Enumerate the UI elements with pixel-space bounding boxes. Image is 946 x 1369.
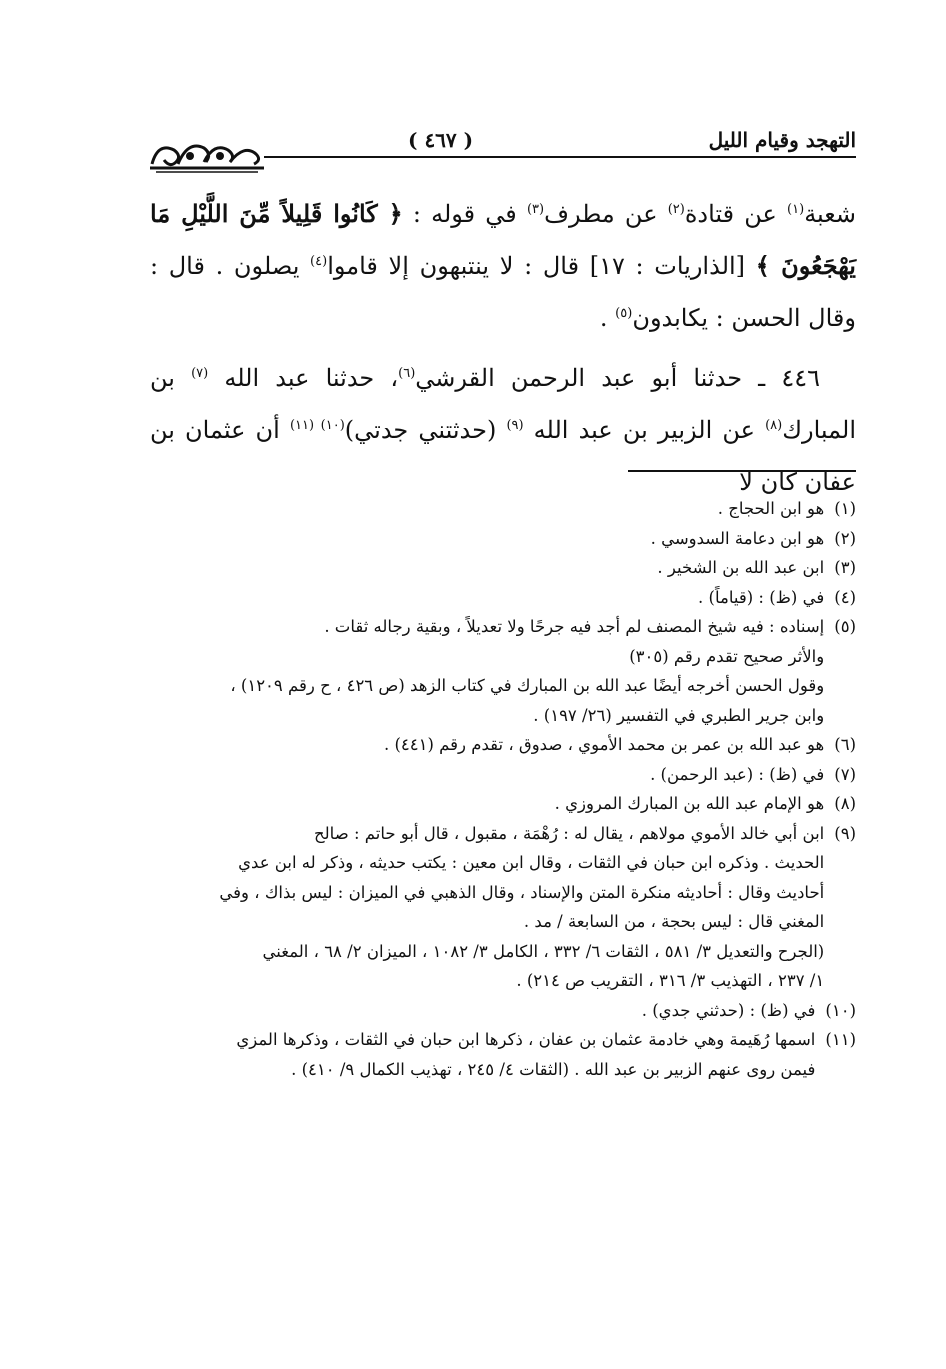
footnote-number: (٢) [834,528,856,548]
footnote-text [150,583,824,613]
footnote-line: هو عبد الله بن عمر بن محمد الأموي ، صدوق ، تقدم رقم (٤٤١) . [383,735,825,754]
footnote-number: (٣) [834,558,856,577]
footnote [150,494,856,524]
footnote-number: (١) [834,499,856,518]
footnote-line: وابن جرير الطبري في التفسير (٢٦/ ١٩٧) . [533,705,825,725]
footnote [150,553,856,583]
footnote-text [150,760,824,790]
footnote-text [150,494,824,524]
footnote-line: في (ظ) : (حدثني جدي) . [641,1000,816,1020]
main-text [150,188,856,508]
footnote-ref: (٤) [310,254,328,269]
footnote [150,1025,856,1084]
footnote-ref: (٨) [765,418,783,433]
footnote-line: وقول الحسن أخرجه أيضًا عبد الله بن المبارك في كتاب الزهد (ص ٤٢٦ ، ح رقم ١٢٠٩) ، [230,676,825,695]
footnote-line: فيمن روى عنهم الزبير بن عبد الله . (الثقات ٤/ ٢٤٥ ، تهذيب الكمال ٩/ ٤١٠) . [291,1059,816,1079]
footnote-text [150,789,824,819]
footnote-text [150,730,824,760]
footnote-line: هو ابن دعامة السدوسي . [650,528,825,548]
footnote [150,583,856,613]
page-number: ( ٤٦٧ ) [408,128,474,152]
footnote-number: (٦) [834,735,856,754]
footnote-ref: (٢) [667,202,685,217]
footnote-line: أحاديث وقال : أحاديثه منكرة المتن والإسناد ، وقال الذهبي في الميزان : ليس بذاك ، وفي [219,882,825,902]
footnote-line: في (ظ) : (عبد الرحمن) . [650,764,825,784]
footnote-line: (الجرح والتعديل ٣/ ٥٨١ ، الثقات ٦/ ٣٣٢ ، الكامل ٣/ ١٠٨٢ ، الميزان ٢/ ٦٨ ، المغني [262,941,825,961]
footnote [150,730,856,760]
footnote-number: (٧) [834,764,856,784]
footnote [150,760,856,790]
footnote [150,996,856,1026]
footnote-number: (٤) [834,587,856,607]
footnote-line: هو ابن الحجاج . [717,499,825,518]
footnote-divider [628,470,856,472]
footnote-ref: (٥) [615,306,633,321]
footnote-text [150,996,815,1026]
quran-verse: ﴿ كَانُوا قَلِيلاً مِّنَ اللَّيْلِ مَا يَهْجَعُونَ ﴾ [150,199,856,280]
paragraph-1: شعبة$^{(١)}$ عن قتادة$^{(٢)}$ عن مطرف$^{(٣)}$ في قوله : ﴿ كَانُوا قَلِيلاً مِّنَ اللَّيْلِ مَا يَهْجَعُونَ ﴾ [الذاريات : ١٧] قال : لا ينتبهون إلا قاموا$^{(٤)}$ يصلون . قال : وقال الحسن : يكابدون$^{(٥)}$ . [150,199,856,332]
footnote-ref: (٧) [191,366,209,381]
footnote-ref: (١٠) (١١) [289,418,345,433]
footnote [150,819,856,996]
header-divider [264,156,856,158]
footnote-number: (١١) [825,1030,856,1049]
footnote-line: في (ظ) : (قياماً) . [698,587,825,607]
footnote-number: (٨) [834,794,856,813]
footnote-number: (١٠) [825,1000,856,1020]
footnote-ref: (١) [787,202,805,217]
page-header [140,118,856,176]
footnote-line: اسمها رُهَيمة وهي خادمة عثمان بن عفان ، ذكرها ابن حبان في الثقات ، وذكرها المزي [236,1030,816,1049]
footnote [150,789,856,819]
footnote-text [150,1025,815,1084]
footnote-ref: (٦) [398,366,416,381]
footnote-line: ابن أبي خالد الأموي مولاهم ، يقال له : رُهْمَة ، مقبول ، قال أبو حاتم : صالح [314,823,825,843]
footnote-line: والأثر صحيح تقدم رقم (٣٠٥) [629,646,825,666]
decorative-ornament-icon [148,134,268,174]
footnote [150,612,856,730]
footnote-line: ١/ ٢٣٧ ، التهذيب ٣/ ٣١٦ ، التقريب ص ٢١٤) . [516,971,825,990]
footnote-text [150,524,824,554]
footnote-line: إسناده : فيه شيخ المصنف لم أجد فيه جرحًا ولا تعديلاً ، وبقية رجاله ثقات . [324,617,825,636]
footnote-ref: (٩) [506,418,524,433]
footnote-text [150,612,824,730]
footnote-text [150,819,824,996]
footnote-number: (٥) [834,617,856,636]
paragraph-2: ٤٤٦ ـ حدثنا أبو عبد الرحمن القرشي$^{(٦)}$، حدثنا عبد الله $^{(٧)}$ بن المبارك$^{(٨)}$ عن الزبير بن عبد الله $^{(٩)}$ (حدثتني جدتي)$^{(١٠) (١١)}$ أن عثمان بن عفان كان لا [150,364,856,496]
footnote-text [150,553,824,583]
running-title: التهجد وقيام الليل [708,128,856,152]
footnote-line: المغني قال : ليس بحجة ، من السابعة / مد . [523,912,825,931]
footnote-number: (٩) [834,823,856,843]
footnote-line: هو الإمام عبد الله بن المبارك المروزي . [554,794,825,813]
footnote-line: الحديث . وذكره ابن حبان في الثقات ، وقال ابن معين : يكتب حديثه ، وذكر له ابن عدي [238,853,825,872]
footnote-ref: (٣) [526,202,545,217]
footnote-line: ابن عبد الله بن الشخير . [657,558,825,577]
footnotes [150,494,856,1084]
footnote [150,524,856,554]
